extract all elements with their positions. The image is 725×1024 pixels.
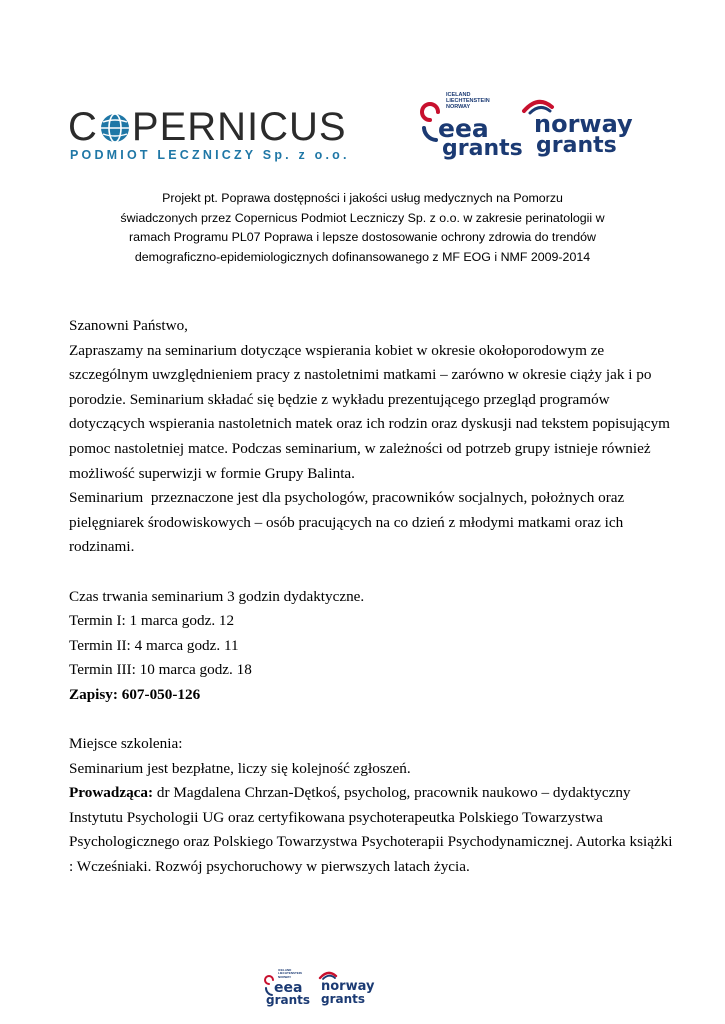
- norway-grants-logo: [520, 95, 633, 161]
- letter-body: [69, 314, 673, 880]
- project-line: ramach Programu PL07 Poprawa i lepsze dostosowanie ochrony zdrowia do trendów: [129, 230, 596, 245]
- country-norway: NORWAY: [446, 104, 471, 110]
- wordmark-right: PERNICUS: [131, 105, 347, 149]
- eea-countries: [278, 969, 302, 979]
- footer-eea-grants-logo: [262, 969, 316, 1009]
- audience-line: pielęgniarek środowiskowych – osób pracujących na co dzień z młodymi matkami oraz ich: [69, 513, 624, 531]
- project-line: Projekt pt. Poprawa dostępności i jakości usług medycznych na Pomorzu: [162, 191, 563, 205]
- spacer: [69, 560, 659, 585]
- intro-line: pomoc nastoletniej matce. Podczas seminarium, w zależności od potrzeb grupy istnieje również: [69, 439, 651, 457]
- eea-label: eea: [438, 114, 489, 143]
- host-line: [69, 781, 659, 806]
- norway-grants-label: grants: [321, 992, 366, 1006]
- audience-line: rodzinami.: [69, 538, 135, 556]
- project-line: demograficzno-epidemiologicznych dofinansowanego z MF EOG i NMF 2009-2014: [134, 249, 591, 264]
- signup-phone: Zapisy: 607-050-126: [69, 685, 201, 703]
- country-liechtenstein: LIECHTENSTEIN: [446, 98, 490, 104]
- eea-countries: [446, 92, 490, 110]
- term-1: Termin I: 1 marca godz. 12: [69, 612, 235, 630]
- eea-label: eea: [274, 980, 303, 996]
- intro-line: szczególnym uwzględnieniem pracy z nastoletnimi matkami – zarówno w okresie ciąży jak i po: [69, 366, 652, 384]
- host-line: : Wcześniaki. Rozwój psychoruchowy w pierwszych latach życia.: [69, 858, 470, 876]
- copernicus-logo: [68, 104, 358, 168]
- country-iceland: ICELAND: [446, 92, 471, 98]
- norway-grants-label: grants: [536, 133, 617, 158]
- free-notice: Seminarium jest bezpłatne, liczy się kolejność zgłoszeń.: [69, 759, 411, 777]
- duration: Czas trwania seminarium 3 godzin dydaktyczne.: [69, 587, 365, 605]
- footer-norway-grants-logo: [318, 969, 374, 1009]
- greeting: Szanowni Państwo,: [69, 317, 188, 334]
- term-2: Termin II: 4 marca godz. 11: [69, 636, 239, 654]
- wordmark-left: C: [68, 105, 98, 149]
- intro-line: porodzie. Seminarium składać się będzie z wykładu prezentującego przegląd programów: [69, 390, 610, 408]
- country-iceland: ICELAND: [278, 968, 292, 972]
- intro-line: Zapraszamy na seminarium dotyczące wspierania kobiet w okresie okołoporodowym ze: [69, 341, 605, 359]
- country-liechtenstein: LIECHTENSTEIN: [278, 971, 302, 976]
- eea-grants-logo: [416, 92, 523, 162]
- country-norway: NORWAY: [278, 974, 292, 979]
- copernicus-subtitle: PODMIOT LECZNICZY Sp. z o.o.: [70, 148, 350, 162]
- host-line: Psychologicznego oraz Polskiego Towarzystwa Psychoterapii Psychodynamicznej. Autorka książki: [69, 833, 673, 851]
- intro-line: możliwość superwizji w formie Grupy Balinta.: [69, 464, 355, 482]
- eea-grants-label: grants: [442, 136, 523, 161]
- copernicus-wordmark: [68, 104, 347, 150]
- term-3: Termin III: 10 marca godz. 18: [69, 661, 252, 679]
- norway-label: norway: [534, 110, 633, 138]
- place-label: Miejsce szkolenia:: [69, 735, 183, 753]
- host-label: Prowadząca:: [69, 784, 154, 802]
- project-description: [100, 189, 625, 267]
- norway-label: norway: [321, 979, 375, 994]
- audience-line: Seminarium przeznaczone jest dla psychologów, pracowników socjalnych, położnych oraz: [69, 489, 625, 507]
- globe-icon: [99, 112, 131, 144]
- project-line: świadczonych przez Copernicus Podmiot Leczniczy Sp. z o.o. w zakresie perinatologii w: [120, 210, 605, 225]
- intro-line: dotyczących wspierania nastoletnich matek oraz ich rodzin oraz dyskusji nad tekstem popisującym: [69, 415, 670, 433]
- host-line: Instytutu Psychologii UG oraz certyfikowana psychoterapeutka Polskiego Towarzystwa: [69, 808, 603, 826]
- eea-grants-label: grants: [266, 993, 311, 1007]
- spacer: [69, 708, 659, 733]
- host-description: dr Magdalena Chrzan-Dętkoś, psycholog, pracownik naukowo – dydaktyczny: [153, 784, 631, 802]
